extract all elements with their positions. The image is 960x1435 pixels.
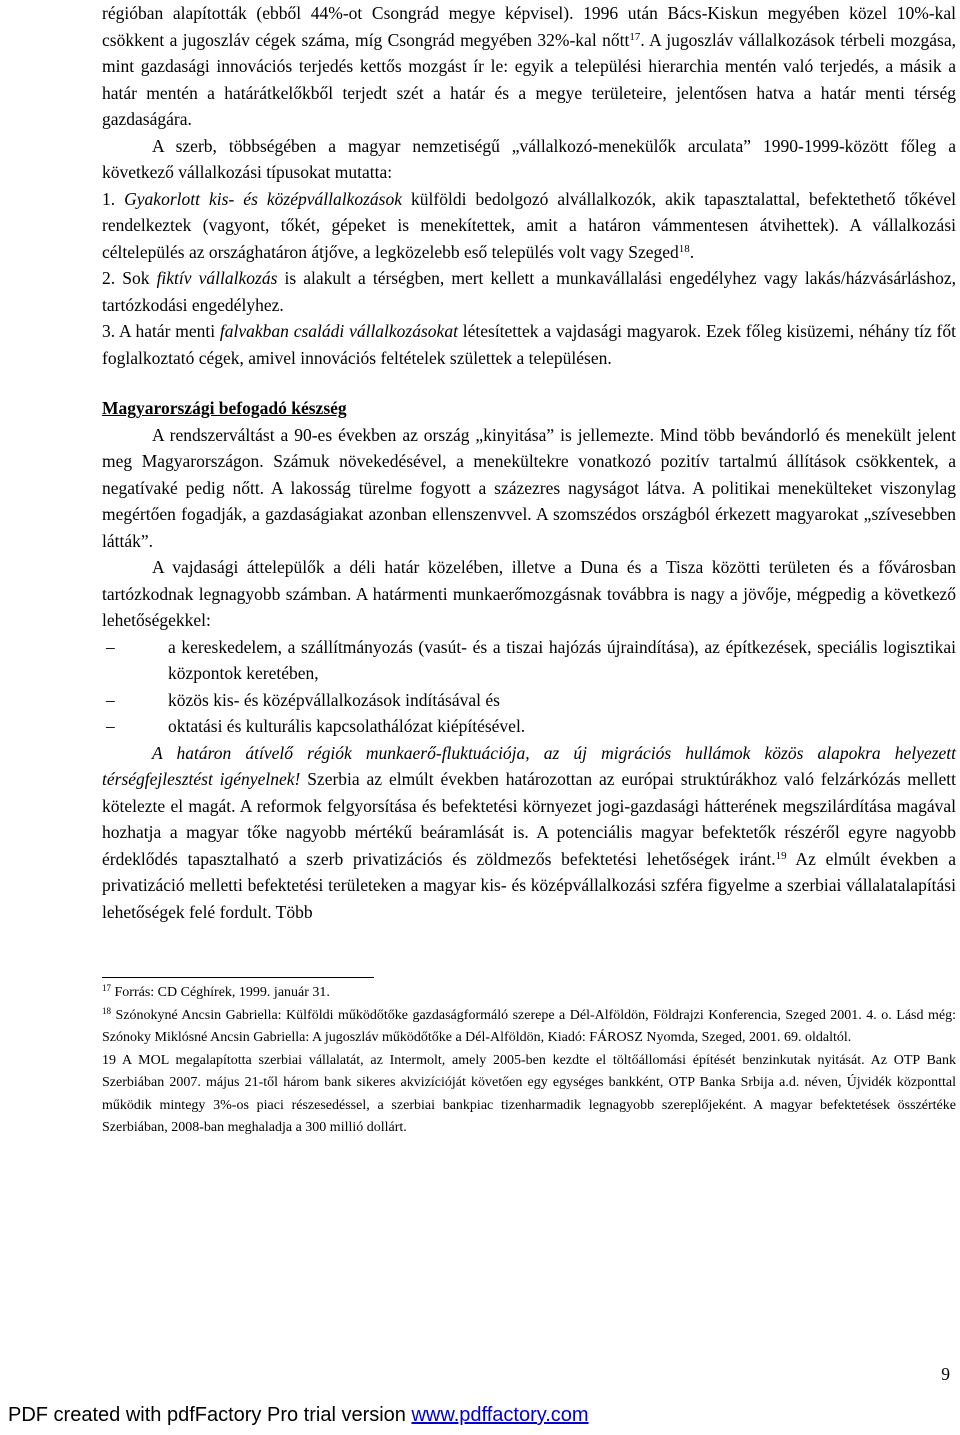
banner-text: PDF created with pdfFactory Pro trial version [8,1404,412,1426]
list-item-text: oktatási és kulturális kapcsolathálózat kiépítésével. [168,716,526,736]
section-heading: Magyarországi befogadó készség [102,398,347,418]
list-item-text: közös kis- és középvállalkozások indításával és [168,689,500,710]
type-2-text: is alakult a térségben, mert kellett a munkavállalási engedélyhez vagy lakás/házvásárláshoz, tartózkodási engedélyhez. [102,268,957,315]
document-page [102,0,956,1140]
type-3-text: létesítettek a vajdasági magyarok. Ezek főleg kisüzemi, néhány tíz főt foglalkoztató cégek, amivel innovációs feltételek születtek a településen. [102,321,956,368]
footnote-ref-18: 18 [678,242,690,255]
dash-bullet: – [106,636,115,657]
dash-bullet: – [106,716,115,736]
resettlers-paragraph: A vajdasági áttelepülők a déli határ közelében, illetve a Duna és a Tisza közötti területen és a fővárosban tartózkodnak legnagyobb számban. A határmenti munkaerőmozgásnak továbbra is nagy a jövője, mégpedig a következő lehetőségekkel: [102,557,956,630]
types-intro-paragraph: A szerb, többségében a magyar nemzetiségű „vállalkozó-menekülők arculata” 1990-1999-között főleg a következő vállalkozási típusokat mutatta: [102,135,956,182]
footnote-ref-17: 17 [629,30,641,43]
pdffactory-link[interactable]: www.pdffactory.com [411,1404,589,1426]
intro-paragraph [102,0,956,133]
enterprise-type-3 [102,318,956,371]
type-3-emphasis: falvakban családi vállalkozásokat [219,321,458,341]
enterprise-type-2 [102,265,956,318]
final-text-1: Szerbia az elmúlt években határozottan az európai struktúrákhoz való felzárkózás mellett kötelezte el magát. A reformok felgyorsítása és befektetési környezet jogi-gazdasági hátterének megszilárdítása magával hozhatja a magyar tőke nagyobb mértékű beáramlását is. A potenciális magyar befektetők részéről egyre nagyobb érdeklődés tapasztalható a szerb privatizációs és zöldmezős befektetési lehetőségek iránt. [102,769,956,869]
footnote-number: 18 [102,1005,111,1016]
final-emphasis: A határon átívelő régiók munkaerő-fluktuációja, az új migrációs hullámok közös alapokra helyezett térségfejlesztést igényelnek! [102,742,956,789]
dash-bullet: – [106,689,115,710]
type-1-end: . [689,241,695,262]
type-2-number: 2. Sok [102,268,157,288]
type-3-number: 3. A határ menti [102,321,220,341]
list-item-text: a kereskedelem, a szállítmányozás (vasút- és a tiszai hajózás újraindítása), az építkezések, speciális logisztikai központok keretében, [168,636,956,683]
opportunity-list [102,634,956,740]
footnote-text: Szónokyné Ancsin Gabriella: Külföldi működőtőke gazdaságformáló szerepe a Dél-Alföldön, Földrajzi Konferencia, Szeged 2001. 4. o. Lásd még: Szónoky Miklósné Ancsin Gabriella: A jugoszláv működőtőke a Dél-Alföldön, Kiadó: FÁROSZ Nyomda, Szeged, 2001. 69. oldaltól. [102,1007,956,1045]
footnote-text: 19 A MOL megalapította szerbiai vállalatát, az Intermolt, amely 2005-ben kezdte el töltőállomási építését benzinkutak nyitását. Az OTP Bank Szerbiában 2007. május 21-től három bank sikeres akvizícióját követően egy egységes bankként, OTP Banka Srbija a.d. néven, Újvidék központtal működik mintegy 3%-os piaci részesedéssel, a szerbiai bankpiac tizenharmadik legnagyobb szereplőjeként. A magyar befektetések összértéke Szerbiában, 2008-ban meghaladja a 300 millió dollárt. [102,1052,956,1135]
footnote-18 [102,1005,956,1050]
list-item [102,713,956,740]
intro-text-b: . A jugoszláv vállalkozások térbeli mozgása, mint gazdasági innovációs terjedés kettős mozgást ír le: egyik a települési hierarchia mentén való terjedés, a másik a határ mentén a határátkelőkből terjedt szét a határ és a megye területeire, jelentősen hatva a határ menti térség gazdaságára. [102,29,956,129]
final-text-2: Az elmúlt években a privatizáció melletti befektetési területeken a magyar kis- és középvállalkozási szféra figyelme a szerbiai vállalatalapítási lehetőségek felé fordult. Több [102,848,956,922]
footnote-number: 17 [102,983,111,993]
intro-text-a: régióban alapították (ebből 44%-ot Csongrád megye képvisel). 1996 után Bács-Kiskun megyében közel 10%-kal csökkent a jugoszláv cégek száma, míg Csongrád megyében 32%-kal nőtt [102,3,956,50]
list-item [102,634,956,687]
footnote-17 [102,982,956,1005]
type-1-emphasis: Gyakorlott kis- és középvállalkozások [124,188,403,209]
final-paragraph [102,740,956,926]
footnote-separator [102,977,374,978]
list-item [102,687,956,714]
page-number: 9 [941,1364,950,1384]
receptive-paragraph: A rendszerváltást a 90-es években az ország „kinyitása” is jellemezte. Mind több bevándorló és menekült jelent meg Magyarországon. Számuk növekedésével, a menekültekre vonatkozó pozitív tartalmú állítások csökkentek, a negatívaké pedig nőtt. A lakosság türelme fogyott a százezres nagyságot látva. A politikai menekülteket viszonylag megértően fogadják, a gazdaságiakat azonban ellenszenvvel. A szomszédos országból érkezett magyarokat „szívesebben látták”. [102,424,956,551]
pdf-trial-banner [8,1404,589,1427]
enterprise-type-1 [102,186,956,266]
footnote-ref-19: 19 [775,849,787,862]
type-1-number: 1. [102,188,125,209]
footnote-text: Forrás: CD Céghírek, 1999. január 31. [111,985,330,1000]
type-1-text: külföldi bedolgozó alvállalkozók, akik tapasztalattal, befektethető tőkével rendelkeztek (vagyont, tőkét, gépeket is menekítettek, amit a határon vámmentesen átvihettek). A vállalkozási céltelepülés az országhatáron átjőve, a legközelebb eső település volt vagy Szeged [102,188,956,262]
footnote-19 [102,1050,956,1140]
type-2-emphasis: fiktív vállalkozás [156,268,278,288]
